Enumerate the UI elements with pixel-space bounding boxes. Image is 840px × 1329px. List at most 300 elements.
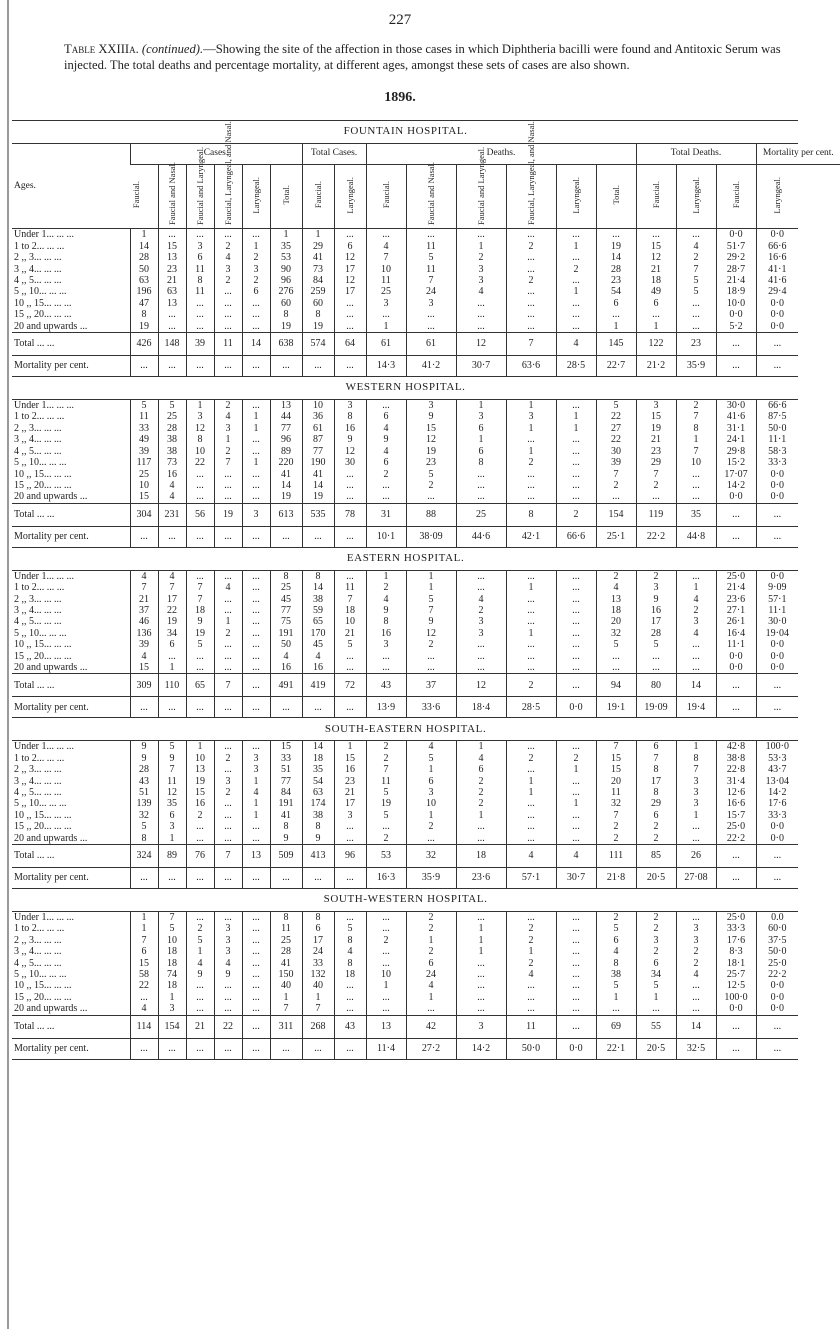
age-label: 15 ,, 20... ... ... (14, 821, 72, 833)
age-label: 1 to 2... ... ... (14, 582, 65, 594)
table-cell: ... (334, 1038, 366, 1059)
age-label: 3 ,, 4... ... ... (14, 263, 62, 275)
table-cell: 2 (366, 833, 406, 845)
table-cell: 2 (596, 480, 636, 491)
table-row (12, 582, 840, 593)
table-cell: 44·6 (456, 526, 506, 547)
table-cell: ... (556, 616, 596, 627)
table-cell: 0·0 (756, 992, 798, 1003)
table-cell: ... (242, 639, 270, 650)
table-cell: ... (186, 912, 214, 924)
table-cell: 96 (334, 845, 366, 868)
table-cell: 18 (334, 605, 366, 616)
column-header (270, 165, 302, 229)
table-cell: 4 (556, 333, 596, 356)
table-row (12, 946, 840, 957)
table-cell: 111 (596, 845, 636, 868)
table-cell: ... (506, 594, 556, 605)
table-cell: 12 (456, 674, 506, 697)
table-cell: 21 (130, 594, 158, 605)
table-cell: ... (158, 309, 186, 320)
column-header (334, 165, 366, 229)
table-cell: ... (756, 1038, 798, 1059)
table-cell: 20 (596, 616, 636, 627)
column-header-label: Faucial. (131, 181, 141, 209)
table-cell: 27·1 (716, 605, 756, 616)
age-label: 5 ,, 10... ... ... (14, 627, 67, 639)
table-cell: 19·09 (636, 697, 676, 718)
age-label: Under 1... ... ... (14, 229, 74, 241)
table-cell: ... (214, 764, 242, 775)
table-cell: ... (242, 697, 270, 718)
table-cell: 65 (186, 674, 214, 697)
group-header-cases: Cases. (130, 144, 302, 165)
table-cell: 9 (130, 741, 158, 753)
table-cell: 10 (366, 969, 406, 980)
age-label: 3 ,, 4... ... ... (14, 946, 62, 958)
table-cell: 5 (366, 787, 406, 798)
table-cell: 15 (334, 753, 366, 764)
table-cell: 1 (556, 423, 596, 434)
table-cell: 7 (130, 582, 158, 593)
mortality-label: Mortality per cent. (12, 526, 130, 547)
table-cell: 4 (302, 651, 334, 662)
table-cell: ... (242, 356, 270, 377)
table-cell: 0·0 (756, 298, 798, 309)
table-cell: ... (556, 980, 596, 991)
page-edge-rule (7, 0, 9, 1329)
age-label: Under 1... ... ... (14, 400, 74, 412)
table-cell: 9 (406, 411, 456, 422)
table-cell: 2 (242, 275, 270, 286)
table-cell: ... (242, 821, 270, 832)
table-cell: ... (242, 469, 270, 480)
total-label: Total ... ... (12, 845, 130, 868)
table-cell: 22 (596, 434, 636, 445)
table-cell: 2 (636, 833, 676, 845)
age-label: 20 and upwards ... (14, 832, 88, 844)
table-cell: 33·6 (406, 697, 456, 718)
table-cell: 29·8 (716, 446, 756, 457)
table-cell: 6 (186, 252, 214, 263)
table-cell: ... (270, 868, 302, 889)
table-cell: 6 (302, 923, 334, 934)
table-cell: ... (186, 1038, 214, 1059)
table-cell: ... (214, 912, 242, 924)
table-cell: ... (556, 810, 596, 821)
table-cell: ... (676, 570, 716, 582)
table-cell: 38·8 (716, 753, 756, 764)
table-cell: 76 (186, 845, 214, 868)
table-cell: 3 (636, 582, 676, 593)
table-cell: 6 (456, 446, 506, 457)
table-cell: ... (456, 229, 506, 241)
table-cell: 14 (676, 674, 716, 697)
table-cell: ... (596, 1003, 636, 1015)
table-cell: 0·0 (756, 480, 798, 491)
table-cell: 18 (158, 980, 186, 991)
table-cell: 58 (130, 969, 158, 980)
table-cell: 4 (676, 594, 716, 605)
table-cell: ... (214, 697, 242, 718)
age-label: 15 ,, 20... ... ... (14, 309, 72, 321)
table-cell: 55 (636, 1015, 676, 1038)
table-cell: ... (214, 298, 242, 309)
table-cell: 37 (130, 605, 158, 616)
mortality-row (12, 356, 840, 377)
table-cell: ... (186, 469, 214, 480)
age-label: 1 to 2... ... ... (14, 240, 65, 252)
table-cell: 2 (556, 753, 596, 764)
table-cell: 4 (366, 446, 406, 457)
table-cell: 21 (186, 1015, 214, 1038)
table-cell: 2 (214, 275, 242, 286)
table-cell: 8 (130, 833, 158, 845)
table-cell: ... (636, 651, 676, 662)
table-cell: 1 (556, 798, 596, 809)
table-cell: ... (506, 264, 556, 275)
table-cell: 42·1 (506, 526, 556, 547)
table-cell: ... (756, 503, 798, 526)
table-cell: 7 (366, 764, 406, 775)
table-cell: 1 (506, 628, 556, 639)
table-cell: 21·4 (716, 275, 756, 286)
table-cell: 1 (186, 400, 214, 412)
table-cell: 0·0 (556, 697, 596, 718)
table-cell: 11 (406, 241, 456, 252)
table-cell: 1 (406, 570, 456, 582)
table-cell: 2 (456, 787, 506, 798)
table-cell: 21·4 (716, 582, 756, 593)
table-cell: ... (716, 697, 756, 718)
table-cell: 56 (186, 503, 214, 526)
table-row (12, 446, 840, 457)
table-cell: ... (366, 400, 406, 412)
table-row (12, 912, 840, 924)
table-cell: 19 (406, 446, 456, 457)
mortality-label: Mortality per cent. (12, 868, 130, 889)
table-cell: 50 (130, 264, 158, 275)
table-cell: 3 (636, 935, 676, 946)
table-cell: ... (676, 639, 716, 650)
table-cell: 5 (334, 923, 366, 934)
table-row (12, 229, 840, 241)
table-cell: ... (366, 309, 406, 320)
table-cell: ... (676, 480, 716, 491)
table-cell: 1 (676, 434, 716, 445)
table-cell: 535 (302, 503, 334, 526)
table-cell: 3 (242, 753, 270, 764)
table-cell: 3 (456, 628, 506, 639)
table-cell: 2 (506, 753, 556, 764)
table-cell: 3 (214, 423, 242, 434)
table-cell: ... (242, 946, 270, 957)
table-cell: 51 (270, 764, 302, 775)
table-cell: 12·5 (716, 980, 756, 991)
table-cell: 2 (456, 776, 506, 787)
table-cell: 4 (456, 753, 506, 764)
table-cell: 51 (130, 787, 158, 798)
table-cell: 28 (270, 946, 302, 957)
table-cell: 10 (158, 935, 186, 946)
table-cell: 64 (334, 333, 366, 356)
table-cell: ... (556, 582, 596, 593)
table-cell: 1 (406, 992, 456, 1003)
table-cell: ... (214, 798, 242, 809)
table-row (12, 923, 840, 934)
table-cell: ... (214, 570, 242, 582)
table-cell: 268 (302, 1015, 334, 1038)
table-cell: 8 (302, 912, 334, 924)
table-row (12, 798, 840, 809)
table-cell: 24 (302, 946, 334, 957)
table-cell: 2 (596, 912, 636, 924)
table-row (12, 469, 840, 480)
table-cell: 5 (596, 400, 636, 412)
table-cell: ... (676, 651, 716, 662)
table-cell: 1 (242, 241, 270, 252)
table-cell: 11 (186, 286, 214, 297)
table-cell: 1 (406, 764, 456, 775)
table-cell: 1 (506, 787, 556, 798)
table-cell: 10 (334, 616, 366, 627)
column-header (756, 165, 798, 229)
age-label: 20 and upwards ... (14, 491, 88, 503)
table-cell: 4 (270, 651, 302, 662)
table-cell: 1 (556, 411, 596, 422)
table-cell: 66·6 (756, 241, 798, 252)
table-cell: 11 (366, 275, 406, 286)
table-cell: 41·6 (756, 275, 798, 286)
table-cell: 1 (556, 241, 596, 252)
table-cell: 1 (456, 810, 506, 821)
table-cell: 8 (456, 457, 506, 468)
hospital-name: FOUNTAIN HOSPITAL. (12, 121, 798, 144)
table-cell: ... (456, 833, 506, 845)
table-cell: ... (716, 526, 756, 547)
table-cell: 170 (302, 628, 334, 639)
table-cell: 17·07 (716, 469, 756, 480)
table-cell: 6 (406, 776, 456, 787)
table-cell: 18 (158, 946, 186, 957)
table-cell: ... (676, 912, 716, 924)
table-cell: 18 (636, 275, 676, 286)
table-cell: 61 (302, 423, 334, 434)
table-cell: ... (556, 252, 596, 263)
table-row (12, 491, 840, 503)
table-cell: 14·2 (456, 1038, 506, 1059)
table-row (12, 787, 840, 798)
table-cell: ... (334, 526, 366, 547)
table-cell: 32 (130, 810, 158, 821)
table-cell: 1 (270, 229, 302, 241)
table-cell: 2 (506, 935, 556, 946)
table-cell: 259 (302, 286, 334, 297)
table-row (12, 639, 840, 650)
table-cell: 80 (636, 674, 676, 697)
table-cell: 4 (366, 241, 406, 252)
table-cell: ... (366, 958, 406, 969)
table-cell: 2 (214, 446, 242, 457)
table-cell: 24 (406, 286, 456, 297)
table-cell: 2 (456, 798, 506, 809)
table-row (12, 411, 840, 422)
table-cell: ... (270, 697, 302, 718)
table-cell: 4 (130, 651, 158, 662)
table-cell: ... (214, 868, 242, 889)
table-cell: 1 (158, 662, 186, 674)
caption-lead: Table XXIIIa. (64, 42, 139, 56)
table-cell: 191 (270, 628, 302, 639)
table-cell: 2 (506, 241, 556, 252)
table-cell: 5 (596, 923, 636, 934)
table-cell: 0·0 (716, 229, 756, 241)
table-cell: 0·0 (756, 639, 798, 650)
table-cell: 19·04 (756, 628, 798, 639)
table-cell: ... (506, 912, 556, 924)
age-label: 2 ,, 3... ... ... (14, 252, 62, 264)
table-cell: 49 (130, 434, 158, 445)
table-cell: 5 (636, 980, 676, 991)
table-cell: 39 (130, 446, 158, 457)
table-cell: 11 (214, 333, 242, 356)
column-header-label: Laryngeal. (570, 176, 581, 214)
table-cell: ... (130, 868, 158, 889)
table-cell: ... (242, 674, 270, 697)
table-cell: 11·4 (366, 1038, 406, 1059)
table-cell: 53 (270, 252, 302, 263)
mortality-row (12, 697, 840, 718)
table-cell: ... (242, 309, 270, 320)
table-cell: ... (158, 321, 186, 333)
table-cell: 16·3 (366, 868, 406, 889)
table-cell: ... (186, 309, 214, 320)
table-cell: 136 (130, 628, 158, 639)
table-cell: 5 (406, 469, 456, 480)
table-cell: 14 (270, 480, 302, 491)
table-cell: ... (130, 1038, 158, 1059)
table-cell: ... (186, 833, 214, 845)
hospital-name: SOUTH-EASTERN HOSPITAL. (12, 718, 798, 741)
table-cell: 8 (186, 434, 214, 445)
table-cell: ... (270, 1038, 302, 1059)
age-label: 4 ,, 5... ... ... (14, 616, 62, 628)
table-cell: 3 (456, 275, 506, 286)
table-cell: 4 (676, 969, 716, 980)
column-header (556, 165, 596, 229)
table-cell: ... (756, 674, 798, 697)
table-cell: 33·3 (716, 923, 756, 934)
table-cell: 4 (676, 241, 716, 252)
table-cell: 11·1 (756, 605, 798, 616)
table-cell: 16 (270, 662, 302, 674)
table-cell: 5 (406, 252, 456, 263)
table-cell: 19 (186, 628, 214, 639)
table-cell: 3 (456, 411, 506, 422)
table-cell: 3 (456, 1015, 506, 1038)
column-header-label: Faucial and Laryngeal. (194, 146, 205, 225)
table-cell: 154 (158, 1015, 186, 1038)
age-label: 2 ,, 3... ... ... (14, 764, 62, 776)
total-label: Total ... ... (12, 503, 130, 526)
table-cell: 50 (270, 639, 302, 650)
table-cell: 638 (270, 333, 302, 356)
table-cell: 2 (186, 810, 214, 821)
table-cell: ... (556, 833, 596, 845)
table-cell: ... (406, 662, 456, 674)
table-cell: 304 (130, 503, 158, 526)
table-cell: ... (334, 570, 366, 582)
table-cell: 0·0 (756, 309, 798, 320)
table-cell: 426 (130, 333, 158, 356)
table-cell: 2 (556, 264, 596, 275)
table-cell: ... (456, 821, 506, 832)
table-cell: ... (302, 356, 334, 377)
table-row (12, 651, 840, 662)
table-cell: 1 (636, 321, 676, 333)
table-cell: ... (676, 662, 716, 674)
table-cell: ... (186, 697, 214, 718)
table-cell: ... (556, 457, 596, 468)
table-cell: 0·0 (756, 662, 798, 674)
table-cell: 0·0 (716, 1003, 756, 1015)
table-cell: 8 (334, 935, 366, 946)
table-cell: ... (334, 356, 366, 377)
table-cell: ... (556, 776, 596, 787)
table-row (12, 628, 840, 639)
table-cell: 3 (242, 264, 270, 275)
hospital-name: WESTERN HOSPITAL. (12, 377, 798, 400)
table-cell: 12 (636, 252, 676, 263)
table-cell: 174 (302, 798, 334, 809)
table-cell: 39 (130, 639, 158, 650)
age-label: 15 ,, 20... ... ... (14, 479, 72, 491)
total-row (12, 333, 840, 356)
table-cell: ... (456, 298, 506, 309)
table-cell: 33 (130, 423, 158, 434)
table-cell: 13 (158, 252, 186, 263)
age-label: 15 ,, 20... ... ... (14, 650, 72, 662)
table-cell: 4 (406, 980, 456, 991)
age-label: 10 ,, 15... ... ... (14, 468, 72, 480)
table-cell: 11 (334, 582, 366, 593)
table-cell: 5 (186, 935, 214, 946)
table-cell: 28 (130, 764, 158, 775)
table-cell: ... (242, 229, 270, 241)
table-cell: 20·5 (636, 868, 676, 889)
table-cell: 21·2 (636, 356, 676, 377)
table-cell: ... (214, 469, 242, 480)
table-cell: ... (242, 923, 270, 934)
table-cell: ... (456, 980, 506, 991)
table-cell: ... (242, 969, 270, 980)
table-cell: 3 (636, 400, 676, 412)
table-cell: ... (366, 912, 406, 924)
table-row (12, 286, 840, 297)
table-cell: ... (676, 1003, 716, 1015)
table-cell: ... (242, 992, 270, 1003)
table-cell: 3 (186, 241, 214, 252)
table-cell: 3 (214, 264, 242, 275)
table-cell: ... (406, 309, 456, 320)
table-cell: 5 (158, 923, 186, 934)
table-cell: 4 (334, 946, 366, 957)
table-cell: ... (242, 582, 270, 593)
table-cell: 8 (506, 503, 556, 526)
table-cell: 19 (158, 616, 186, 627)
table-cell: 22·1 (596, 1038, 636, 1059)
table-cell: ... (676, 980, 716, 991)
